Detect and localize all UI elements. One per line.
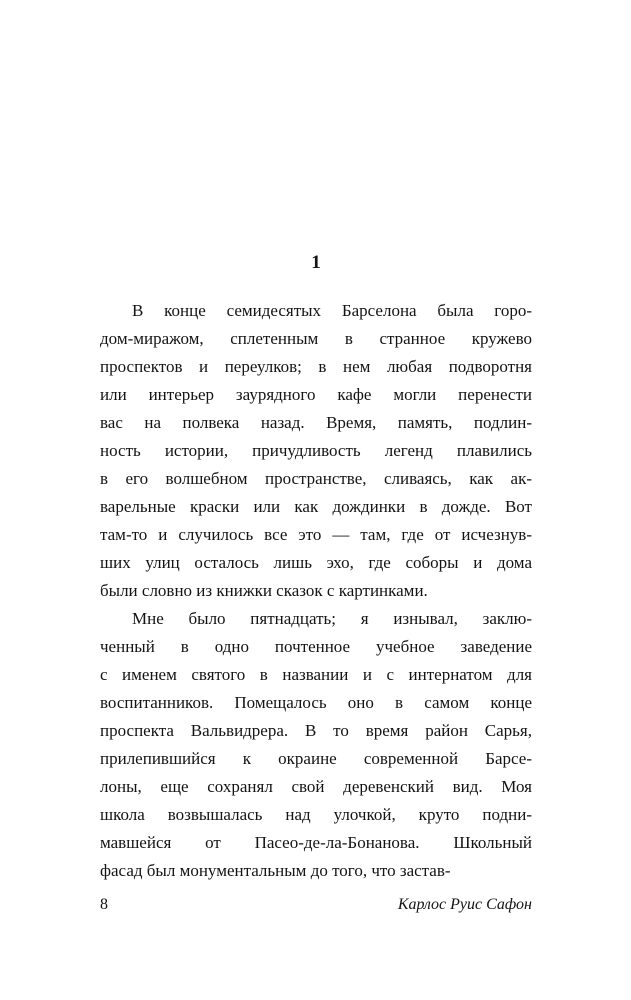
text-line: с именем святого в названии и с интернатом для	[100, 665, 532, 684]
text-line: Мне было пятнадцать; я изнывал, заклю-	[132, 609, 532, 628]
text-line: ших улиц осталось лишь эхо, где соборы и дома	[100, 553, 532, 572]
running-author: Карлос Руис Сафон	[397, 896, 532, 913]
text-line: ность истории, причудливость легенд плавились	[100, 441, 532, 460]
text-line: В конце семидесятых Барселона была горо-	[132, 301, 532, 320]
text-line: прилепившийся к окраине современной Барсе-	[100, 749, 532, 768]
text-line: или интерьер заурядного кафе могли перенести	[100, 385, 532, 404]
page-footer	[100, 896, 532, 914]
text-line: вас на полвека назад. Время, память, подлин-	[100, 413, 532, 432]
text-line: воспитанников. Помещалось оно в самом конце	[100, 693, 532, 712]
text-line: проспекта Вальвидрера. В то время район Сарья,	[100, 721, 532, 740]
text-line: в его волшебном пространстве, сливаясь, как ак-	[100, 469, 532, 488]
text-line: проспектов и переулков; в нем любая подворотня	[100, 357, 532, 376]
text-line: дом-миражом, сплетенным в странное кружево	[100, 329, 532, 348]
text-line: варельные краски или как дождинки в дожде. Вот	[100, 497, 532, 516]
paragraph	[100, 297, 532, 605]
chapter-number: 1	[311, 252, 321, 273]
page-number: 8	[100, 896, 108, 913]
text-block	[100, 297, 532, 885]
text-line: там-то и случилось все это — там, где от исчезнув-	[100, 525, 532, 544]
text-line: были словно из книжки сказок с картинками.	[100, 581, 428, 600]
text-line: фасад был монументальным до того, что застав-	[100, 861, 451, 880]
text-line: школа возвышалась над улочкой, круто подни-	[100, 805, 532, 824]
text-line: лоны, еще сохранял свой деревенский вид. Моя	[100, 777, 532, 796]
text-line: ченный в одно почтенное учебное заведение	[100, 637, 532, 656]
text-line: мавшейся от Пасео-де-ла-Бонанова. Школьный	[100, 833, 532, 852]
paragraph	[100, 605, 532, 885]
